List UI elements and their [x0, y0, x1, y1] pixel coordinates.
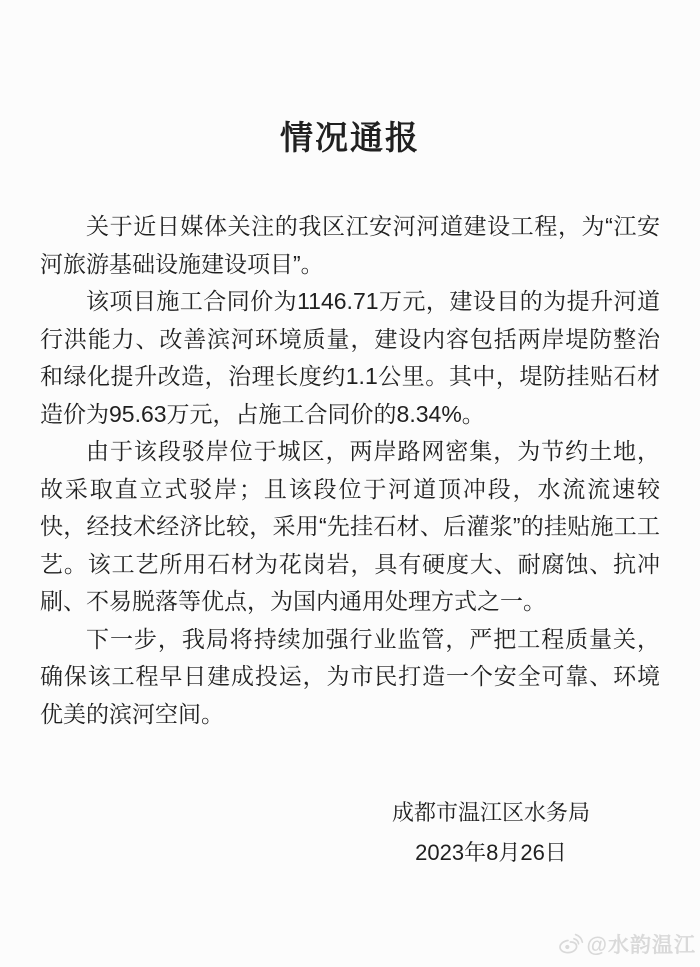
notice-paragraph-3: 由于该段驳岸位于城区，两岸路网密集，为节约土地，故采取直立式驳岸；且该段位于河道顶冲段，水流流速较快，经技术经济比较，采用“先挂石材、后灌浆”的挂贴施工工艺。该工艺所用石材为花岗岩，具有硬度大、耐腐蚀、抗冲刷、不易脱落等优点，为国内通用处理方式之一。: [40, 438, 660, 614]
date: 2023年8月26日: [415, 840, 567, 865]
page-title: 情况通报: [280, 119, 420, 156]
weibo-icon: [558, 933, 584, 955]
watermark: [558, 929, 696, 959]
notice-paragraph-4: 下一步，我局将持续加强行业监管，严把工程质量关，确保该工程早日建成投运，为市民打造一个安全可靠、环境优美的滨河空间。: [40, 625, 660, 727]
watermark-text: @水韵温江: [586, 934, 696, 957]
notice-paragraph-1: 关于近日媒体关注的我区江安河河道建设工程，为“江安河旅游基础设施建设项目”。: [40, 213, 660, 277]
signature: 成都市温江区水务局: [391, 800, 590, 825]
notice-paragraph-2: 该项目施工合同价为1146.71万元，建设目的为提升河道行洪能力、改善滨河环境质量，建设内容包括两岸堤防整治和绿化提升改造，治理长度约1.1公里。其中，堤防挂贴石材造价为95.63万元，占施工合同价的8.34%。: [40, 288, 660, 427]
signature-block: [392, 793, 590, 873]
notice-body: [40, 208, 660, 733]
